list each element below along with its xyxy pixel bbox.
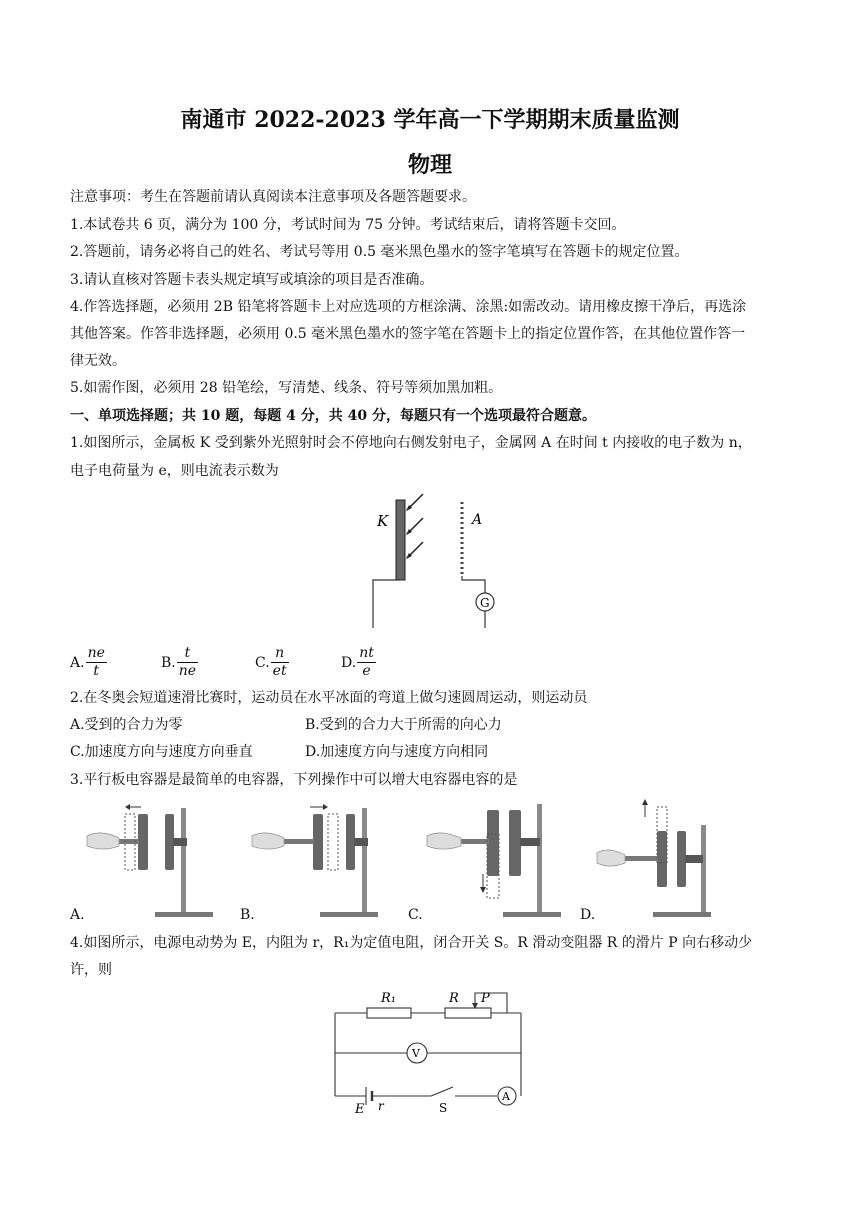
q4-label-e: E [355, 1102, 365, 1117]
q1-label-g: G [480, 596, 490, 610]
q1-option-d-num: nt [359, 645, 374, 661]
q3-picture-d [595, 795, 725, 920]
q1-label-k: K [377, 512, 389, 530]
q3-option-a[interactable]: A. [70, 907, 85, 923]
q1-option-c-den: et [272, 663, 287, 679]
q4-label-p: P [481, 991, 490, 1006]
q2-option-a[interactable]: A.受到的合力为零 [70, 717, 183, 733]
section-heading: 一、单项选择题；共 10 题，每题 4 分，共 40 分，每题只有一个选项最符合题意。 [70, 408, 596, 424]
q3-stem: 3.平行板电容器是最简单的电容器，下列操作中可以增大电容器电容的是 [70, 772, 518, 788]
q4-stem-line1: 4.如图所示，电源电动势为 E，内阻为 r，R₁为定值电阻，闭合开关 S。R 滑动变阻器 R 的滑片 P 向右移动少 [70, 935, 753, 951]
q4-label-a: A [502, 1090, 510, 1103]
q3-option-c[interactable]: C. [408, 907, 423, 923]
q2-option-c[interactable]: C.加速度方向与速度方向垂直 [70, 744, 253, 760]
note-4-line3: 律无效。 [70, 353, 126, 369]
q4-circuit-figure [325, 983, 540, 1118]
q2-option-d[interactable]: D.加速度方向与速度方向相同 [305, 744, 489, 760]
q1-photoelectric-figure [365, 488, 500, 633]
q4-stem-line2: 许，则 [70, 962, 112, 978]
q4-label-r: R [449, 991, 459, 1006]
q1-option-b-den: ne [178, 663, 197, 679]
q1-option-d[interactable] [341, 645, 376, 680]
exam-title: 南通市 2022-2023 学年高一下学期期末质量监测 [180, 107, 680, 133]
q4-label-s: S [439, 1101, 448, 1115]
q1-label-a: A [472, 512, 483, 528]
q2-option-b[interactable]: B.受到的合力大于所需的向心力 [305, 717, 502, 733]
q1-option-d-label: D. [341, 654, 357, 671]
note-5: 5.如需作图，必须用 28 铅笔绘，写清楚、线条、符号等须加黑加粗。 [70, 380, 503, 396]
q1-option-c[interactable] [255, 645, 289, 680]
q4-label-r1: R₁ [381, 991, 396, 1006]
q1-option-d-den: e [362, 663, 371, 679]
q1-option-b-label: B. [161, 654, 176, 671]
note-1: 1.本试卷共 6 页，满分为 100 分，考试时间为 75 分钟。考试结束后，请将答题卡交回。 [70, 217, 626, 233]
note-3: 3.请认直核对答题卡表头规定填写或填涂的项目是否准确。 [70, 272, 434, 288]
q1-option-b[interactable] [161, 645, 198, 680]
q3-option-b[interactable]: B. [240, 907, 255, 923]
q1-option-a-num: ne [87, 645, 105, 661]
q3-picture-a [85, 800, 220, 920]
subject-title: 物理 [407, 152, 452, 178]
q3-picture-c [425, 800, 570, 920]
note-4-line2: 其他答案。作答非选择题，必须用 0.5 毫米黑色墨水的签字笔在答题卡上的指定位置作答，在其他位置作答一 [70, 326, 746, 342]
notes-intro: 注意事项：考生在答题前请认真阅读本注意事项及各题答题要求。 [70, 189, 476, 205]
q2-stem: 2.在冬奥会短道速滑比赛时，运动员在水平冰面的弯道上做匀速圆周运动，则运动员 [70, 690, 588, 706]
q3-option-d[interactable]: D. [580, 907, 596, 923]
q1-option-a-label: A. [70, 654, 85, 671]
note-4-line1: 4.作答选择题，必须用 2B 铅笔将答题卡上对应选项的方框涂满、涂黑:如需改动。请用橡皮擦干净后，再选涂 [70, 299, 747, 315]
q1-option-a[interactable] [70, 645, 107, 680]
q1-stem-line2: 电子电荷量为 e，则电流表示数为 [70, 463, 279, 479]
q4-label-internal-r: r [378, 1099, 384, 1113]
q1-option-a-den: t [93, 663, 100, 679]
note-2: 2.答题前，请务必将自己的姓名、考试号等用 0.5 毫米黑色墨水的签字笔填写在答题卡的规定位置。 [70, 244, 689, 260]
q1-option-c-label: C. [255, 654, 270, 671]
q3-picture-b [250, 800, 385, 920]
q1-stem-line1: 1.如图所示，金属板 K 受到紫外光照射时会不停地向右侧发射电子，金属网 A 在时间 t 内接收的电子数为 n， [70, 435, 752, 451]
q1-option-b-num: t [177, 645, 198, 663]
q1-option-c-num: n [271, 645, 289, 663]
q4-label-v: V [412, 1047, 420, 1060]
